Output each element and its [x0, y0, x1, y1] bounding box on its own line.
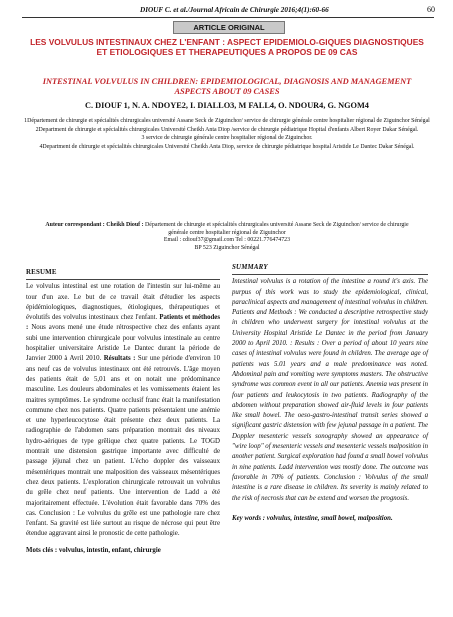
header-rule — [22, 17, 434, 18]
affiliation: 4Department de chirurgie et spécialités chirurgicales Université Cheikh Anta Diop, service de chirurgie pédiatrique hospital Aristide Le Dantec Dakar Sénégal. — [39, 143, 415, 150]
summary-body: Intestinal volvulus is a rotation of the intestine a round it's axis. The purpus of this work was to study the epidemiological, clinical, paraclinical aspects and management of intestinal volvulus in children. Patients and Methods : We conducted a descriptive retrospective study in children who underwent surgery for intestinal volvulus at the University Hospital Aristide Le Dantec in the period from January 2000 to April 2010. : Results : Over a period of about 10 years nine cases of intestinal volvulus were found in children. The average age of patients was 5.01 years and a male predominance was noted. Abdominal pain and vomiting were symptoms masters. The obstructive syndrome was common event in all our patients. Anemia was present in four patients and leukocytosis in two patients. Radiography of the abdomen without preparation showed air-fluid levels in four patients like small bowel. The oeso-gastro-intestinal transit series showed a significant gastric distension with few jejunal passage in a patient. The Doppler mesenteric vessels sonography showed an appearance of "wire loop" of mesenteric vessels and mesenteric vessels malposition in another patient. Surgical exploration had found a small bowel volvulus in nine patients. Ladd intervention was mostly done. The outcome was favorable in 70% of patients. Conclusion : Volvulus of the small intestine is a rare disease in children. Its severity is mainly related to the risk of necrosis that can be extend and worsen the prognosis. — [232, 278, 428, 502]
resume-intro: Le volvulus intestinal est une rotation de l'intestin sur lui-même au tour d'un axe. Le but de ce travail était d'étudier les aspects épidémiologiques, diagnostiques, étiologiques, thérapeutiques et évolutifs des volvulus intestinaux chez l'enfant. — [26, 283, 220, 322]
page-number: 60 — [427, 5, 435, 14]
correspondence-bp: BP 523 Ziguinchor Sénégal — [194, 244, 260, 251]
running-head: DIOUF C. et al./Journal Africain de Chirurgie 2016;4(1):60-66 — [140, 6, 329, 14]
article-type-badge: ARTICLE ORIGINAL — [173, 21, 285, 34]
affiliations — [22, 118, 432, 152]
results-label: Résultats : — [103, 355, 136, 363]
correspondence-text: Département de chirurgie et spécialités chirurgicales université Assane Seck de Ziguinchor/ service de chirurgie générale centre hospitalier régional de Ziguinchor — [145, 222, 409, 236]
methods-label: Patients et méthodes : — [26, 314, 220, 332]
affiliation: 3 service de chirurgie générale centre hospitalier régional de Ziguinchor. — [141, 135, 313, 142]
correspondence-label: Auteur correspondant : Cheikh Diouf : — [45, 222, 144, 228]
keywords-french: Mots clés : volvulus, intestin, enfant, chirurgie — [26, 546, 161, 554]
keywords-english: Key words : volvulus, intestine, small bowel, malposition. — [232, 514, 393, 522]
summary-column — [232, 263, 428, 613]
correspondence — [42, 222, 412, 252]
affiliation: 1Département de chirurgie et spécialités chirurgicales université Assane Seck de Ziguinchor/ service de chirurgie générale centre hospitalier régional de Ziguinchor Sénégal — [24, 118, 430, 124]
resume-column — [26, 268, 220, 610]
resume-results: Sur une période d'environ 10 ans neuf cas de volvulus intestinaux ont été retrouvés. L'âge moyen des patients était de 5,01 ans et on notait une prédominance masculine. Les douleurs abdominales et les vomissements étaient les maitres symptômes. Le syndrome occlusif franc était la manifestation commune chez nos patients. Quatre patients présentaient une anémie et une hyperleucocytose était présente chez deux patients. La radiographie de l'abdomen sans préparation montrait des niveaux hydro-aériques de type grêlique chez quatre patients. Le TOGD montrait une distension gastrique importante avec difficulté de passage jéjunal chez un patient. L'écho doppler des vaisseaux mésentériques montrait une malposition des vaisseaux mésentériques chez deux patients. L'exploration chirurgicale retrouvait un volvulus du grêle chez neuf patients. Une intervention de Ladd a été majoritairement effectuée. L'évolution était favorable dans 70% des cas. Conclusion : Le volvulus du grêle est une pathologie rare chez l'enfant. Sa gravité est liée surtout au risque de nécrose qui peut être étendue aggravant ainsi le pronostic de cette pathologie. — [26, 355, 220, 538]
resume-rule — [26, 279, 220, 280]
correspondence-email: Email : cdiouf37@gmail.com Tel : 00221.776474723 — [163, 237, 291, 244]
summary-heading: SUMMARY — [232, 264, 268, 271]
resume-methods: Nous avons mené une étude rétrospective chez des enfants ayant subi une intervention chirurgicale pour volvulus intestinale au centre hospitalier universitaire Aristide Le Dantec durant la période de Janvier 2000 à Avril 2010. — [26, 324, 221, 363]
affiliation: 2Department de chirurgie et spécialités chirurgicales Université Cheikh Anta Diop /service de chirurgie pédiatrique Hopital d'enfants Albert Royer Dakar Sénégal. — [35, 126, 419, 133]
resume-body — [26, 282, 220, 539]
summary-rule — [232, 274, 428, 275]
resume-heading: RESUME — [26, 269, 57, 276]
title-french: LES VOLVULUS INTESTINAUX CHEZ L'ENFANT : ASPECT EPIDEMIOLO-GIQUES DIAGNOSTIQUES ET ETIOLOGIQUES ET THERAPEUTIQUES A PROPOS DE 09 CAS — [30, 37, 424, 58]
title-english: INTESTINAL VOLVULUS IN CHILDREN: EPIDEMIOLOGICAL, DIAGNOSIS AND MANAGEMENT ASPECTS ABOUT 09 CASES — [42, 77, 412, 97]
authors: C. DIOUF 1, N. A. NDOYE2, I. DIALLO3, M FALL4, O. NDOUR4, G. NGOM4 — [85, 101, 369, 110]
